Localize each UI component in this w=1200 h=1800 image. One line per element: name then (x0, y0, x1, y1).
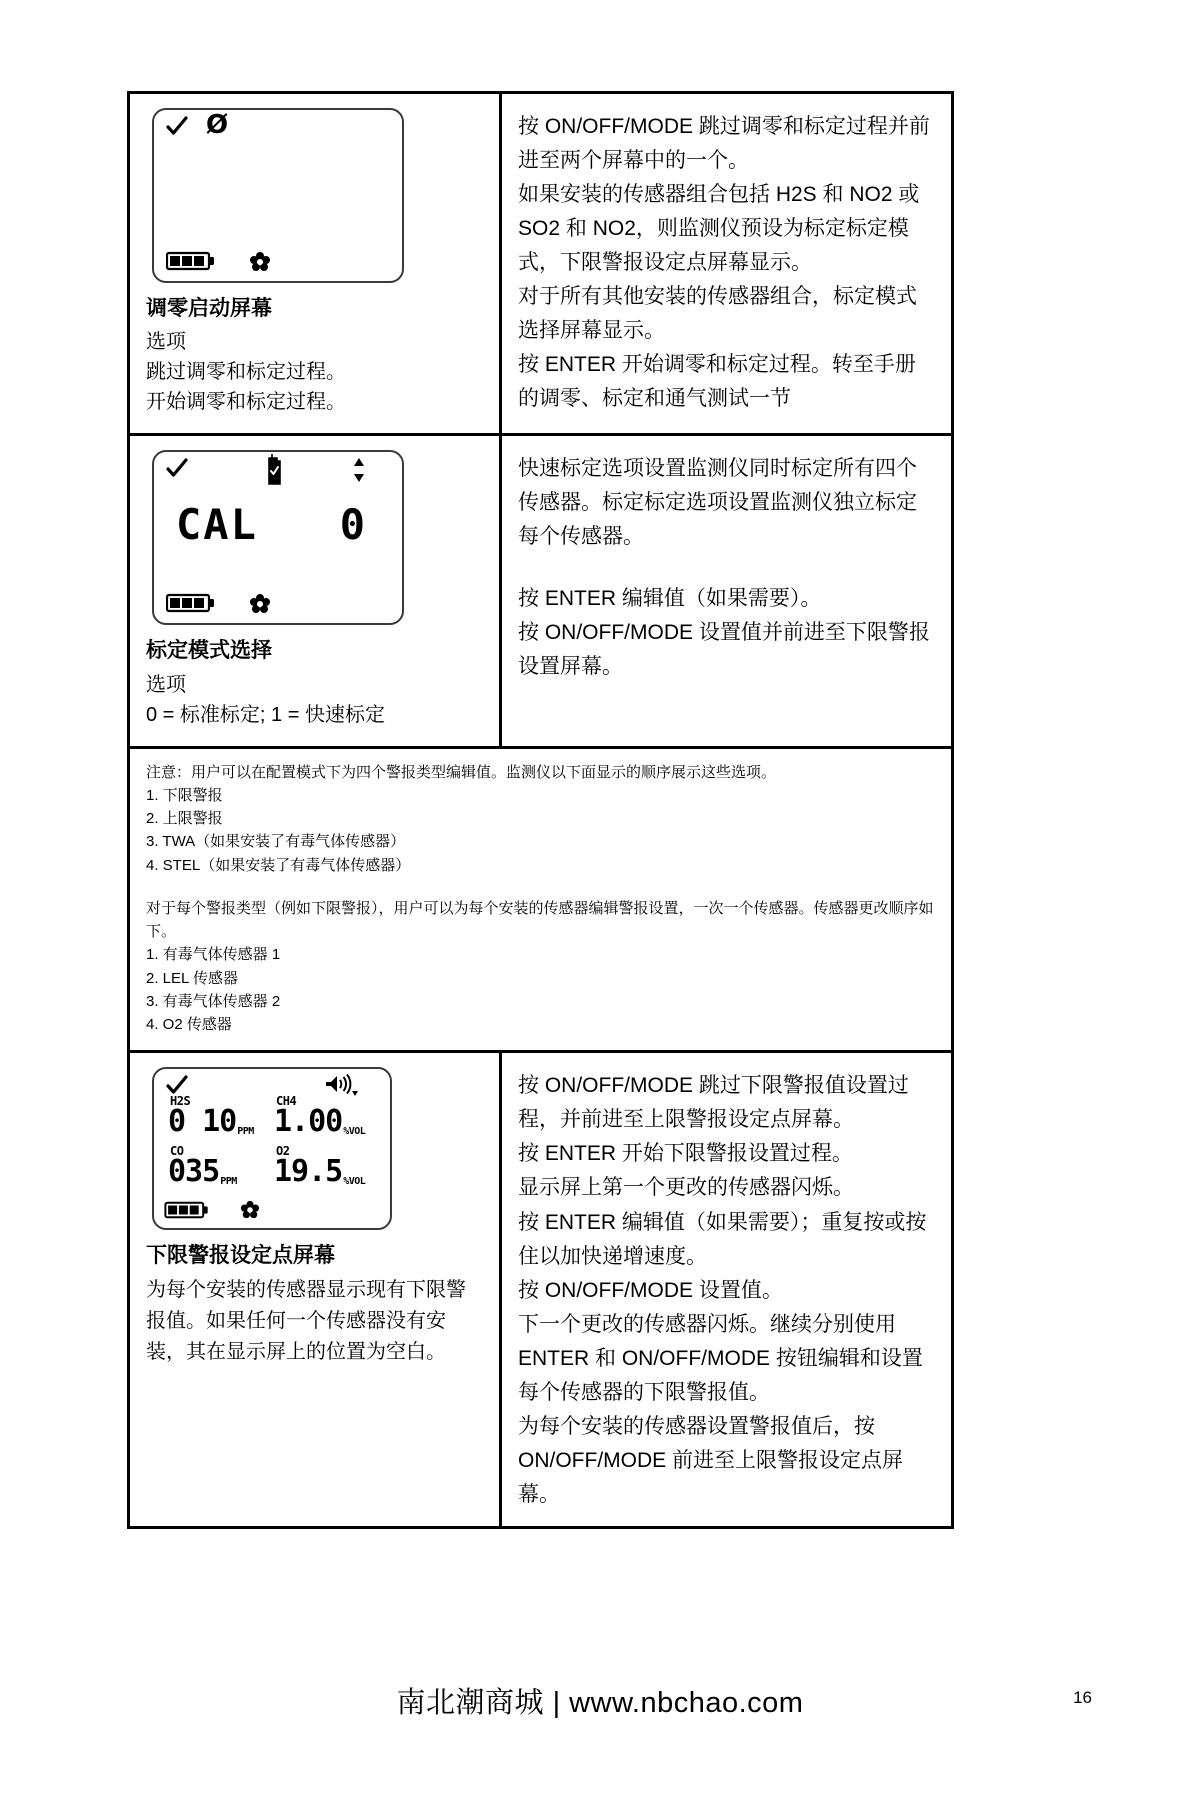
reading-h2s (168, 1095, 274, 1145)
reading-value: 19.5 (274, 1154, 343, 1190)
readings-row (168, 1095, 380, 1145)
table-row (130, 94, 951, 436)
flower-icon (240, 1200, 260, 1220)
caption-title: 标定模式选择 (146, 639, 272, 663)
check-icon (166, 458, 188, 480)
reading-value: 035 (168, 1154, 220, 1190)
flower-icon (249, 593, 271, 615)
instruction-line: 按 ON/OFF/MODE 设置值并前进至下限警报设置屏幕。 (518, 621, 930, 679)
gas-cylinder-icon (264, 454, 284, 486)
caption-option-1: 跳过调零和标定过程。 (146, 361, 346, 384)
reading-label: CH4 (276, 1094, 297, 1109)
lcd-cal-mode-screen (152, 450, 404, 625)
note-list-item: 1. 下限警报 (146, 786, 223, 804)
page-footer (0, 1680, 1200, 1721)
screen-cell-cal-mode (130, 436, 502, 745)
reading-unit: %VOL (343, 1126, 366, 1138)
note-list-item: 3. 有毒气体传感器 2 (146, 992, 281, 1010)
reading-label: O2 (276, 1144, 290, 1159)
reading-value: 0 10 (168, 1104, 237, 1140)
instruction-line: 为每个安装的传感器设置警报值后，按 ON/OFF/MODE 前进至上限警报设定点屏幕。 (518, 1414, 903, 1506)
table-row (130, 436, 951, 748)
paragraph-spacer (518, 554, 933, 582)
lcd-zero-start-screen (152, 108, 404, 283)
note-list-item: 2. LEL 传感器 (146, 969, 238, 987)
zero-icon: Ø (206, 110, 229, 140)
lcd-bottom-status-bar (154, 1194, 390, 1220)
note-block (130, 749, 951, 1054)
lcd-bottom-status-bar (154, 589, 402, 615)
instruction-line: 显示屏上第一个更改的传感器闪烁。 (518, 1176, 854, 1200)
note-list-item: 4. STEL（如果安装了有毒气体传感器） (146, 856, 411, 874)
reading-o2 (274, 1145, 380, 1195)
note-list-item: 1. 有毒气体传感器 1 (146, 946, 281, 964)
caption-subtitle: 选项 (146, 673, 186, 696)
battery-icon (166, 593, 216, 613)
instructions-cell-cal-mode (502, 436, 951, 745)
reading-label: H2S (170, 1094, 191, 1109)
page-number: 16 (1073, 1688, 1092, 1707)
note-body: 对于每个警报类型（例如下限警报），用户可以为每个安装的传感器编辑警报设置，一次一个传感器。传感器更改顺序如下。 (146, 899, 934, 941)
instruction-line: 如果安装的传感器组合包括 H2S 和 NO2 或 SO2 和 NO2，则监测仪预设为标定标定模式，下限警报设定点屏幕显示。 (518, 183, 920, 275)
instruction-line: 快速标定选项设置监测仪同时标定所有四个传感器。标定标定选项设置监测仪独立标定每个传感器。 (518, 457, 917, 549)
instruction-line: 按 ENTER 开始调零和标定过程。转至手册的调零、标定和通气测试一节 (518, 353, 916, 411)
instruction-line: 按 ENTER 编辑值（如果需要）。 (518, 587, 822, 611)
note-list-item: 4. O2 传感器 (146, 1016, 232, 1034)
lcd-readings-grid (168, 1095, 380, 1195)
check-icon (166, 116, 188, 138)
instruction-line: 对于所有其他安装的传感器组合，标定模式选择屏幕显示。 (518, 285, 917, 343)
lcd-top-status-bar (154, 452, 402, 486)
caption-subtitle: 选项 (146, 331, 186, 354)
note-list-item: 3. TWA（如果安装了有毒气体传感器） (146, 833, 406, 851)
instructions-cell-low-alarm (502, 1053, 951, 1525)
flower-icon (249, 251, 271, 273)
instruction-line: 按 ENTER 编辑值（如果需要）；重复按或按住以加快递增速度。 (518, 1210, 927, 1268)
lcd-cal-value: CAL 0 (176, 500, 368, 550)
instruction-line: 下一个更改的传感器闪烁。继续分别使用 ENTER 和 ON/OFF/MODE 按钮编辑和设置每个传感器的下限警报值。 (518, 1312, 923, 1404)
screen-cell-zero-start (130, 94, 502, 433)
instruction-line: 按 ON/OFF/MODE 跳过调零和标定过程并前进至两个屏幕中的一个。 (518, 115, 930, 173)
screen-cell-low-alarm (130, 1053, 502, 1525)
instructions-cell-zero-start (502, 94, 951, 433)
caption-option-2: 开始调零和标定过程。 (146, 391, 346, 414)
caption-body: 为每个安装的传感器显示现有下限警报值。如果任何一个传感器没有安装，其在显示屏上的位置为空白。 (146, 1278, 466, 1363)
note-spacer (146, 877, 935, 897)
instruction-table (127, 91, 954, 1529)
lcd-low-alarm-screen (152, 1067, 392, 1230)
reading-ch4 (274, 1095, 380, 1145)
reading-value: 1.00 (274, 1104, 343, 1140)
table-row (130, 1053, 951, 1525)
readings-row (168, 1145, 380, 1195)
reading-unit: PPM (237, 1126, 254, 1138)
instruction-line: 按 ON/OFF/MODE 设置值。 (518, 1278, 783, 1302)
reading-label: CO (170, 1144, 184, 1159)
reading-unit: %VOL (343, 1176, 366, 1188)
caption-title: 下限警报设定点屏幕 (146, 1244, 335, 1268)
reading-co (168, 1145, 274, 1195)
note-intro: 注意：用户可以在配置模式下为四个警报类型编辑值。监测仪以下面显示的顺序展示这些选项。 (146, 763, 777, 781)
caption-option-1: 0 = 标准标定; 1 = 快速标定 (146, 703, 385, 726)
caption-title: 调零启动屏幕 (146, 297, 272, 320)
reading-unit: PPM (220, 1176, 237, 1188)
footer-site-text: 南北潮商城 | www.nbchao.com (396, 1687, 804, 1719)
lcd-bottom-status-bar (154, 247, 402, 273)
instruction-line: 按 ENTER 开始下限警报设置过程。 (518, 1142, 853, 1166)
lcd-top-status-bar (154, 110, 402, 144)
battery-icon (164, 1201, 210, 1219)
instruction-line: 按 ON/OFF/MODE 跳过下限警报值设置过程，并前进至上限警报设定点屏幕。 (518, 1074, 909, 1132)
up-down-arrow-icon (352, 457, 366, 483)
note-list-item: 2. 上限警报 (146, 810, 223, 828)
battery-icon (166, 251, 216, 271)
